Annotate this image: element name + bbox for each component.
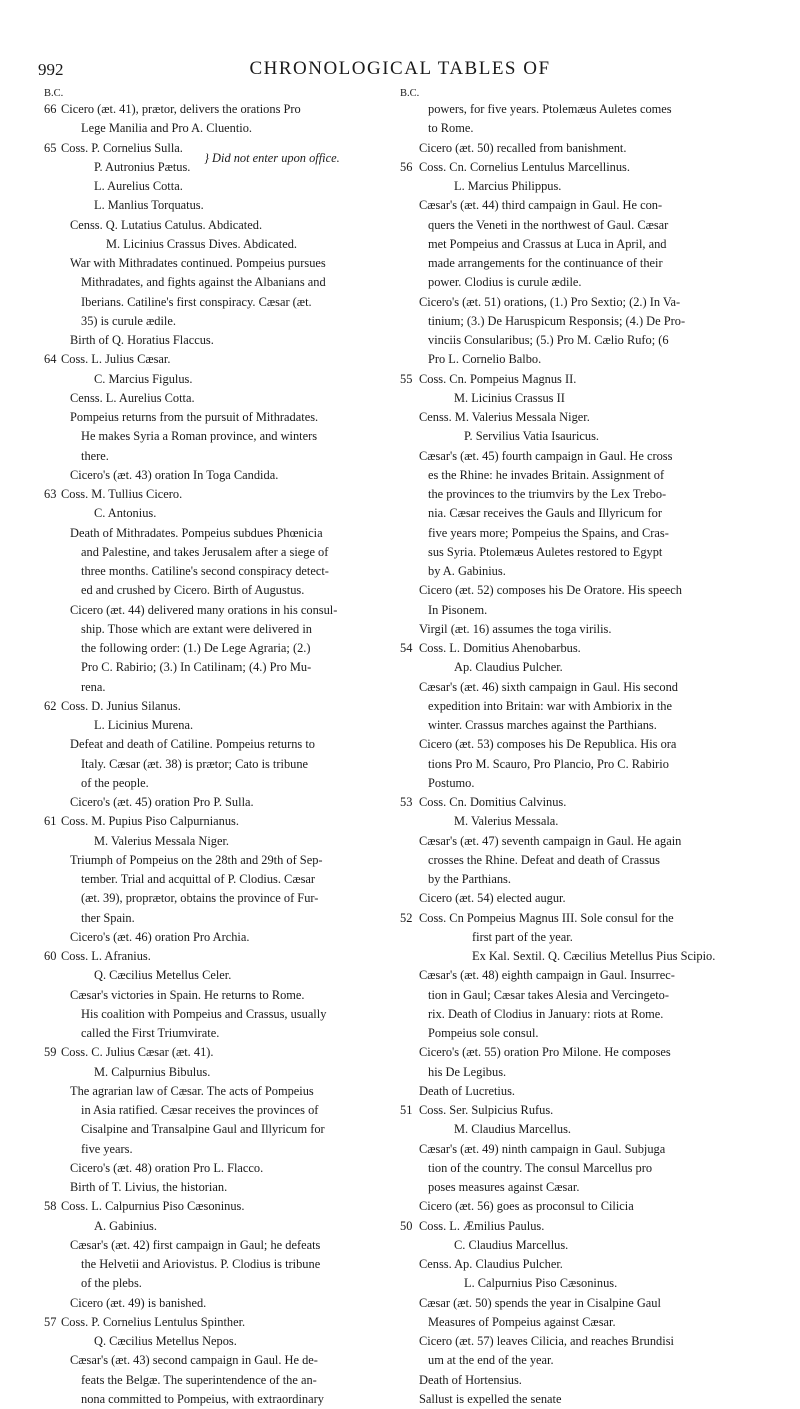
- line-text: His coalition with Pompeius and Crassus, usually: [81, 1006, 327, 1021]
- text-line: [392, 1159, 764, 1178]
- line-text: made arrangements for the continuance of their: [428, 256, 663, 270]
- line-text: Cicero (æt. 41), prætor, delivers the orations Pro: [61, 102, 301, 116]
- line-text: Coss. Cn. Cornelius Lentulus Marcellinus.: [419, 159, 630, 174]
- line-text: the Helvetii and Ariovistus. P. Clodius is tribune: [81, 1257, 321, 1271]
- text-line: [392, 1313, 764, 1332]
- text-line: [392, 1101, 764, 1120]
- year-marker: 58: [44, 1199, 57, 1214]
- line-text: Measures of Pompeius against Cæsar.: [428, 1314, 616, 1329]
- line-text: Cæsar's (æt. 42) first campaign in Gaul; he defeats: [70, 1237, 321, 1252]
- line-text: Cicero's (æt. 48) oration Pro L. Flacco.: [70, 1160, 264, 1175]
- text-line: [392, 1371, 764, 1390]
- line-text: L. Marcius Philippus.: [454, 179, 562, 193]
- line-text: Coss. L. Afranius.: [61, 949, 151, 963]
- text-line: [392, 466, 764, 485]
- text-line: [36, 735, 388, 754]
- line-text: War with Mithradates continued. Pompeius pursues: [70, 256, 326, 270]
- line-text: Q. Cæcilius Metellus Nepos.: [94, 1334, 237, 1348]
- text-line: [392, 832, 764, 851]
- line-text: Coss. M. Tullius Cicero.: [61, 487, 183, 501]
- text-line: [36, 909, 388, 928]
- year-marker: 64: [44, 352, 57, 367]
- text-line: [36, 697, 388, 716]
- text-line: [36, 350, 388, 369]
- line-text: expedition into Britain: war with Ambiorix in the: [428, 698, 672, 713]
- line-text: C. Claudius Marcellus.: [454, 1237, 569, 1252]
- text-line: [36, 543, 388, 562]
- line-text: rix. Death of Clodius in January: riots at Rome.: [428, 1006, 664, 1021]
- text-line: [36, 408, 388, 427]
- text-line: [36, 1390, 388, 1409]
- text-line: [392, 1082, 764, 1101]
- text-line: [36, 293, 388, 312]
- text-line: [392, 524, 764, 543]
- text-line: [392, 389, 764, 408]
- line-text: by the Parthians.: [428, 872, 511, 886]
- text-line: [36, 812, 388, 831]
- text-line: [36, 1082, 388, 1101]
- text-line: [36, 1043, 388, 1062]
- line-text: tion in Gaul; Cæsar takes Alesia and Vercingeto-: [428, 987, 669, 1002]
- line-text: 35) is curule ædile.: [81, 313, 176, 328]
- text-line: [36, 312, 388, 331]
- text-line: [392, 562, 764, 581]
- text-line: [392, 543, 764, 562]
- text-line: [392, 1351, 764, 1370]
- text-line: [392, 370, 764, 389]
- text-line: [392, 235, 764, 254]
- text-line: [36, 928, 388, 947]
- year-marker: 62: [44, 698, 57, 713]
- bc-label: B.C.: [44, 88, 64, 99]
- text-line: [392, 485, 764, 504]
- line-text: Cæsar's (æt. 44) third campaign in Gaul. He con-: [419, 198, 663, 213]
- text-line: [36, 1159, 388, 1178]
- text-line: [392, 254, 764, 273]
- year-marker: 50: [400, 1218, 413, 1233]
- line-text: vinciis Consularibus; (5.) Pro M. Cælio Rufo; (6: [428, 333, 669, 347]
- line-text: P. Autronius Pætus.: [94, 159, 191, 174]
- line-text: winter. Crassus marches against the Parthians.: [428, 718, 657, 732]
- line-text: the following order: (1.) De Lege Agraria; (2.): [81, 641, 311, 655]
- line-text: P. Servilius Vatia Isauricus.: [464, 429, 600, 444]
- text-line: [392, 793, 764, 812]
- line-text: nia. Cæsar receives the Gauls and Illyricum for: [428, 506, 662, 521]
- text-line: [392, 1024, 764, 1043]
- text-line: [36, 1274, 388, 1293]
- line-text: Cæsar's (æt. 49) ninth campaign in Gaul. Subjuga: [419, 1141, 666, 1156]
- line-text: quers the Veneti in the northwest of Gaul. Cæsar: [428, 217, 669, 232]
- text-line: [36, 427, 388, 446]
- text-line: [392, 1005, 764, 1024]
- text-line: [36, 851, 388, 870]
- text-line: [36, 1063, 388, 1082]
- line-text: Iberians. Catiline's first conspiracy. Cæsar (æt.: [81, 294, 312, 309]
- text-line: [392, 928, 764, 947]
- line-text: Cæsar (æt. 50) spends the year in Cisalpine Gaul: [419, 1295, 661, 1310]
- line-text: rena.: [81, 679, 106, 694]
- line-text: Cæsar's (æt. 43) second campaign in Gaul. He de-: [70, 1353, 318, 1368]
- line-text: Sallust is expelled the senate: [419, 1391, 562, 1406]
- line-text: Cicero's (æt. 43) oration In Toga Candida.: [70, 467, 279, 482]
- line-text: tion of the country. The consul Marcellus pro: [428, 1160, 653, 1175]
- line-text: tinium; (3.) De Haruspicum Responsis; (4.) De Pro-: [428, 313, 686, 328]
- year-marker: 53: [400, 795, 413, 809]
- text-line: [392, 947, 764, 966]
- text-line: [36, 100, 388, 119]
- line-text: Virgil (æt. 16) assumes the toga virilis.: [419, 621, 612, 636]
- line-text: Death of Hortensius.: [419, 1372, 522, 1387]
- line-text: Coss. Cn. Domitius Calvinus.: [419, 795, 567, 809]
- text-line: [36, 524, 388, 543]
- text-line: [392, 1255, 764, 1274]
- line-text: Birth of T. Livius, the historian.: [70, 1180, 228, 1194]
- text-line: [392, 1178, 764, 1197]
- text-line: [392, 216, 764, 235]
- text-line: [392, 774, 764, 793]
- text-line: [392, 735, 764, 754]
- text-line: [392, 581, 764, 600]
- text-line: [36, 755, 388, 774]
- text-line: [392, 408, 764, 427]
- line-text: Ex Kal. Sextil. Q. Cæcilius Metellus Pius Scipio.: [472, 949, 716, 963]
- line-text: ed and crushed by Cicero. Birth of Augustus.: [81, 583, 305, 598]
- line-text: Coss. C. Julius Cæsar (æt. 41).: [61, 1045, 214, 1060]
- year-marker: 60: [44, 949, 57, 963]
- line-text: Cæsar's victories in Spain. He returns to Rome.: [70, 987, 305, 1002]
- text-line: [392, 139, 764, 158]
- text-line: [392, 1043, 764, 1062]
- line-text: A. Gabinius.: [94, 1218, 157, 1233]
- text-line: [36, 1255, 388, 1274]
- year-marker: 65: [44, 140, 57, 155]
- line-text: C. Antonius.: [94, 506, 157, 521]
- line-text: feats the Belgæ. The superintendence of the an-: [81, 1372, 317, 1387]
- text-line: [36, 1351, 388, 1370]
- line-text: Defeat and death of Catiline. Pompeius returns to: [70, 737, 315, 752]
- line-text: Cæsar's (æt. 47) seventh campaign in Gaul. He again: [419, 833, 682, 848]
- text-line: [392, 293, 764, 312]
- line-text: M. Licinius Crassus Dives. Abdicated.: [106, 236, 298, 251]
- text-line: [36, 1178, 388, 1197]
- line-text: Birth of Q. Horatius Flaccus.: [70, 333, 214, 347]
- line-text: L. Licinius Murena.: [94, 718, 194, 732]
- line-text: In Pisonem.: [428, 602, 488, 617]
- text-line: [392, 1063, 764, 1082]
- line-text: Cicero's (æt. 51) orations, (1.) Pro Sextio; (2.) In Va-: [419, 294, 681, 309]
- year-marker: 55: [400, 371, 413, 386]
- text-line: [36, 1294, 388, 1313]
- text-line: [392, 196, 764, 215]
- line-text: Cicero (æt. 57) leaves Cilicia, and reaches Brundisi: [419, 1334, 674, 1348]
- line-text: crosses the Rhine. Defeat and death of Crassus: [428, 852, 660, 867]
- line-text: es the Rhine: he invades Britain. Assignment of: [428, 467, 665, 482]
- text-line: [392, 812, 764, 831]
- line-text: L. Aurelius Cotta.: [94, 179, 183, 193]
- text-line: [36, 601, 388, 620]
- line-text: Coss. P. Cornelius Sulla.: [61, 140, 183, 155]
- text-line: [36, 254, 388, 273]
- page-header: [0, 38, 800, 79]
- text-line: [36, 1313, 388, 1332]
- text-line: [392, 1332, 764, 1351]
- line-text: Cicero (æt. 54) elected augur.: [419, 891, 566, 906]
- text-line: [36, 1120, 388, 1139]
- line-text: L. Calpurnius Piso Cæsoninus.: [464, 1276, 618, 1291]
- text-line: [392, 312, 764, 331]
- text-line: [36, 889, 388, 908]
- line-text: Triumph of Pompeius on the 28th and 29th of Sep-: [70, 852, 323, 867]
- line-text: Cicero's (æt. 45) oration Pro P. Sulla.: [70, 795, 254, 809]
- text-line: [36, 119, 388, 138]
- line-text: Censs. Q. Lutatius Catulus. Abdicated.: [70, 217, 263, 232]
- left-lines: [36, 100, 388, 1409]
- line-text: Censs. Ap. Claudius Pulcher.: [419, 1257, 563, 1271]
- text-line: [36, 639, 388, 658]
- line-text: tember. Trial and acquittal of P. Clodius. Cæsar: [81, 872, 316, 886]
- line-text: Cæsar's (æt. 46) sixth campaign in Gaul. His second: [419, 679, 678, 694]
- line-text: powers, for five years. Ptolemæus Auletes comes: [428, 102, 672, 116]
- text-line: [392, 1120, 764, 1139]
- line-text: and Palestine, and takes Jerusalem after a siege of: [81, 544, 329, 559]
- year-marker: 54: [400, 641, 413, 655]
- text-line: [392, 158, 764, 177]
- line-text: Pompeius returns from the pursuit of Mithradates.: [70, 410, 319, 424]
- text-line: [392, 447, 764, 466]
- line-text: Death of Mithradates. Pompeius subdues Phœnicia: [70, 525, 323, 540]
- line-text: met Pompeius and Crassus at Luca in April, and: [428, 236, 667, 251]
- text-line: [36, 562, 388, 581]
- text-line: [36, 1371, 388, 1390]
- brace-note: } Did not enter upon office.: [204, 150, 340, 165]
- text-line: [392, 658, 764, 677]
- line-text: Postumo.: [428, 775, 475, 790]
- line-text: power. Clodius is curule ædile.: [428, 275, 582, 290]
- year-marker: 51: [400, 1103, 413, 1117]
- text-line: [36, 370, 388, 389]
- line-text: to Rome.: [428, 121, 474, 136]
- line-text: Lege Manilia and Pro A. Cluentio.: [81, 121, 253, 136]
- line-text: in Asia ratified. Cæsar receives the provinces of: [81, 1103, 319, 1117]
- line-text: five years.: [81, 1141, 133, 1156]
- text-line: [36, 504, 388, 523]
- text-line: [392, 966, 764, 985]
- text-line: [392, 1197, 764, 1216]
- text-line: [392, 1236, 764, 1255]
- line-text: tions Pro M. Scauro, Pro Plancio, Pro C. Rabirio: [428, 756, 669, 771]
- line-text: (æt. 39), proprætor, obtains the province of Fur-: [81, 891, 319, 906]
- line-text: Coss. D. Junius Silanus.: [61, 698, 181, 713]
- text-line: [392, 755, 764, 774]
- bc-label: B.C.: [400, 88, 420, 99]
- text-line: [36, 832, 388, 851]
- text-line: [36, 947, 388, 966]
- line-text: Cæsar's (æt. 48) eighth campaign in Gaul. Insurrec-: [419, 968, 675, 983]
- right-column: [392, 88, 764, 1409]
- text-line: [392, 870, 764, 889]
- line-text: first part of the year.: [472, 929, 573, 944]
- text-line: [36, 447, 388, 466]
- text-line: [36, 177, 388, 196]
- text-line: [392, 639, 764, 658]
- line-text: five years more; Pompeius the Spains, and Cras-: [428, 525, 669, 540]
- line-text: of the plebs.: [81, 1276, 142, 1291]
- line-text: Coss. P. Cornelius Lentulus Spinther.: [61, 1314, 246, 1329]
- text-line: [36, 389, 388, 408]
- text-line: [36, 658, 388, 677]
- line-text: Cicero's (æt. 55) oration Pro Milone. He composes: [419, 1045, 671, 1060]
- text-line: [36, 485, 388, 504]
- text-line: [392, 851, 764, 870]
- text-line: [36, 716, 388, 735]
- year-marker: 63: [44, 487, 57, 501]
- text-line: [36, 793, 388, 812]
- line-text: ship. Those which are extant were delivered in: [81, 621, 312, 636]
- text-line: [36, 1217, 388, 1236]
- text-line: [36, 1236, 388, 1255]
- line-text: Coss. L. Domitius Ahenobarbus.: [419, 641, 581, 655]
- line-text: Cisalpine and Transalpine Gaul and Illyricum for: [81, 1122, 325, 1137]
- text-line: [392, 620, 764, 639]
- line-text: um at the end of the year.: [428, 1353, 554, 1368]
- line-text: Censs. M. Valerius Messala Niger.: [419, 410, 590, 424]
- year-marker: 56: [400, 159, 413, 174]
- text-line: [392, 986, 764, 1005]
- text-line: [392, 697, 764, 716]
- line-text: M. Calpurnius Bibulus.: [94, 1064, 211, 1079]
- line-text: Mithradates, and fights against the Albanians and: [81, 275, 326, 290]
- line-text: Italy. Cæsar (æt. 38) is prætor; Cato is tribune: [81, 756, 309, 771]
- text-line: [392, 678, 764, 697]
- left-column: [36, 88, 388, 1409]
- text-line: [36, 620, 388, 639]
- line-text: nona committed to Pompeius, with extraordinary: [81, 1391, 324, 1406]
- text-line: [392, 273, 764, 292]
- line-text: Death of Lucretius.: [419, 1083, 515, 1098]
- line-text: Cæsar's (æt. 45) fourth campaign in Gaul. He cross: [419, 448, 673, 463]
- line-text: Pompeius sole consul.: [428, 1026, 539, 1040]
- text-line: [36, 139, 388, 165]
- line-text: Coss. Cn. Pompeius Magnus II.: [419, 371, 577, 386]
- page-title: CHRONOLOGICAL TABLES OF: [249, 58, 551, 79]
- line-text: his De Legibus.: [428, 1064, 507, 1079]
- line-text: Coss. M. Pupius Piso Calpurnianus.: [61, 814, 239, 829]
- text-line: [36, 581, 388, 600]
- line-text: M. Valerius Messala.: [454, 814, 559, 829]
- text-line: [36, 1197, 388, 1216]
- year-marker: 66: [44, 102, 57, 116]
- text-line: [36, 870, 388, 889]
- text-line: [36, 966, 388, 985]
- year-marker: 59: [44, 1045, 57, 1060]
- text-line: [392, 100, 764, 119]
- text-line: [392, 331, 764, 350]
- text-line: [392, 504, 764, 523]
- line-text: poses measures against Cæsar.: [428, 1180, 580, 1194]
- text-line: [392, 601, 764, 620]
- text-line: [36, 196, 388, 215]
- line-text: Coss. L. Julius Cæsar.: [61, 352, 171, 367]
- line-text: M. Licinius Crassus II: [454, 390, 565, 405]
- line-text: Q. Cæcilius Metellus Celer.: [94, 968, 232, 983]
- text-line: [36, 1005, 388, 1024]
- line-text: ther Spain.: [81, 910, 135, 925]
- line-text: Censs. L. Aurelius Cotta.: [70, 390, 195, 405]
- line-text: He makes Syria a Roman province, and winters: [81, 429, 318, 444]
- page-number: 992: [38, 60, 64, 79]
- text-line: [36, 986, 388, 1005]
- text-line: [392, 119, 764, 138]
- line-text: there.: [81, 448, 109, 463]
- text-line: [392, 427, 764, 446]
- text-line: [36, 331, 388, 350]
- text-line: [36, 1024, 388, 1043]
- line-text: sus Syria. Ptolemæus Auletes restored to Egypt: [428, 544, 663, 559]
- line-text: three months. Catiline's second conspiracy detect-: [81, 564, 329, 578]
- text-line: [392, 716, 764, 735]
- text-line: [36, 1140, 388, 1159]
- line-text: Cicero (æt. 52) composes his De Oratore. His speech: [419, 583, 682, 598]
- text-line: [392, 889, 764, 908]
- line-text: L. Manlius Torquatus.: [94, 198, 204, 213]
- text-line: [36, 466, 388, 485]
- text-line: [36, 216, 388, 235]
- line-text: by A. Gabinius.: [428, 564, 506, 578]
- text-line: [392, 1294, 764, 1313]
- text-line: [392, 909, 764, 928]
- text-line: [392, 350, 764, 369]
- year-marker: 61: [44, 814, 57, 829]
- line-text: of the people.: [81, 775, 149, 790]
- line-text: Coss. Cn Pompeius Magnus III. Sole consul for the: [419, 910, 674, 925]
- line-text: called the First Triumvirate.: [81, 1026, 220, 1040]
- line-text: Cicero (æt. 53) composes his De Republica. His ora: [419, 737, 677, 752]
- right-lines: [392, 100, 764, 1409]
- text-line: [36, 273, 388, 292]
- line-text: Coss. L. Æmilius Paulus.: [419, 1218, 545, 1233]
- line-text: M. Claudius Marcellus.: [454, 1122, 572, 1137]
- line-text: Coss. L. Calpurnius Piso Cæsoninus.: [61, 1199, 245, 1214]
- line-text: M. Valerius Messala Niger.: [94, 833, 230, 848]
- line-text: The agrarian law of Cæsar. The acts of Pompeius: [70, 1083, 314, 1098]
- line-text: Cicero (æt. 50) recalled from banishment.: [419, 140, 627, 155]
- line-text: Coss. Ser. Sulpicius Rufus.: [419, 1103, 554, 1117]
- text-line: [392, 1390, 764, 1409]
- line-text: Pro L. Cornelio Balbo.: [428, 352, 542, 367]
- text-line: [36, 1332, 388, 1351]
- text-line: [392, 177, 764, 196]
- line-text: Cicero's (æt. 46) oration Pro Archia.: [70, 929, 250, 944]
- text-line: [36, 158, 388, 177]
- text-line: [392, 1274, 764, 1293]
- text-line: [36, 774, 388, 793]
- line-text: Cicero (æt. 44) delivered many orations in his consul-: [70, 602, 338, 617]
- line-text: Cicero (æt. 56) goes as proconsul to Cilicia: [419, 1199, 634, 1214]
- line-text: the provinces to the triumvirs by the Lex Trebo-: [428, 487, 667, 501]
- text-line: [36, 1101, 388, 1120]
- text-line: [392, 1217, 764, 1236]
- line-text: C. Marcius Figulus.: [94, 371, 193, 386]
- line-text: Ap. Claudius Pulcher.: [454, 660, 563, 675]
- line-text: Pro C. Rabirio; (3.) In Catilinam; (4.) Pro Mu-: [81, 660, 312, 675]
- year-marker: 57: [44, 1314, 57, 1329]
- line-text: Cicero (æt. 49) is banished.: [70, 1295, 207, 1310]
- text-line: [392, 1140, 764, 1159]
- text-line: [36, 235, 388, 254]
- year-marker: 52: [400, 910, 413, 925]
- text-line: [36, 678, 388, 697]
